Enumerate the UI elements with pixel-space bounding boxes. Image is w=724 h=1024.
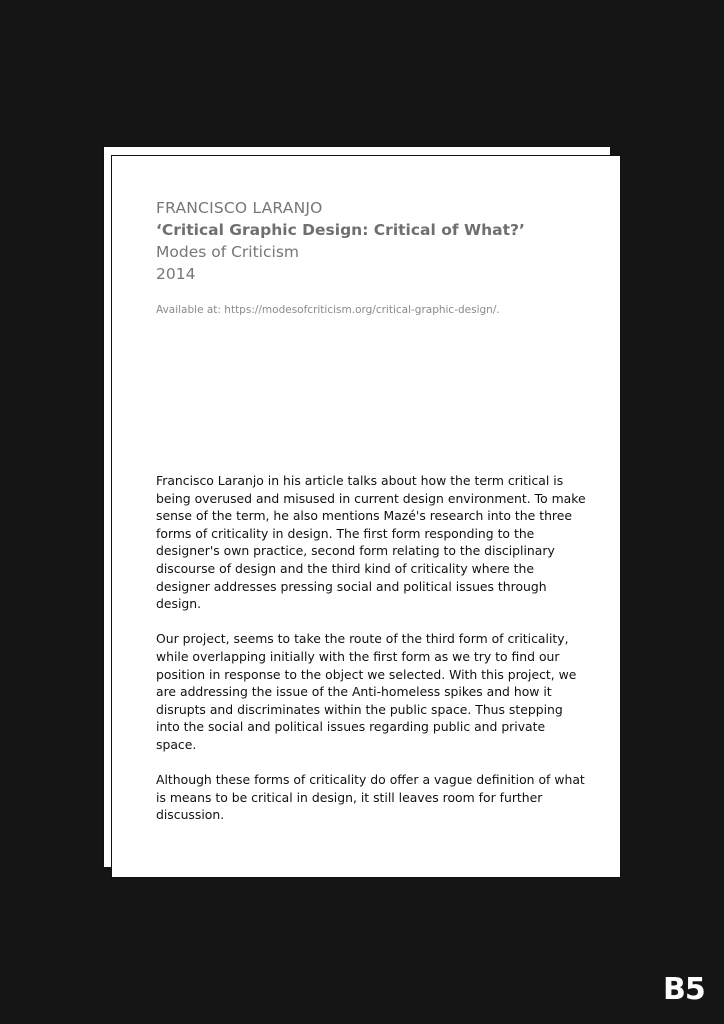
document-page — [111, 155, 621, 878]
author-name: FRANCISCO LARANJO — [156, 199, 323, 217]
paragraph-1: Francisco Laranjo in his article talks about how the term critical is being overused and misused in current design environment. To make sense of the term, he also mentions Mazé's research into the three forms of criticality in design. The first form responding to the designer's own practice, second form relating to the disciplinary discourse of design and the third kind of criticality where the designer addresses pressing social and political issues through design. — [156, 473, 586, 612]
citation-block — [156, 197, 596, 285]
paragraph-2: Our project, seems to take the route of the third form of criticality, while overlapping initially with the first form as we try to find our position in response to the object we selected. With this project, we are addressing the issue of the Anti-homeless spikes and how it disrupts and discriminates within the public space. Thus stepping into the social and political issues regarding public and private space. — [156, 631, 577, 752]
body-text — [156, 472, 586, 824]
source-url: Available at: https://modesofcriticism.org/critical-graphic-design/. — [156, 304, 500, 316]
page-label: B5 — [663, 972, 705, 1007]
article-title: ‘Critical Graphic Design: Critical of What?’ — [156, 221, 525, 239]
publication-venue: Modes of Criticism — [156, 243, 299, 261]
publication-year: 2014 — [156, 265, 196, 283]
paragraph-3: Although these forms of criticality do offer a vague definition of what is means to be critical in design, it still leaves room for further discussion. — [156, 772, 585, 823]
